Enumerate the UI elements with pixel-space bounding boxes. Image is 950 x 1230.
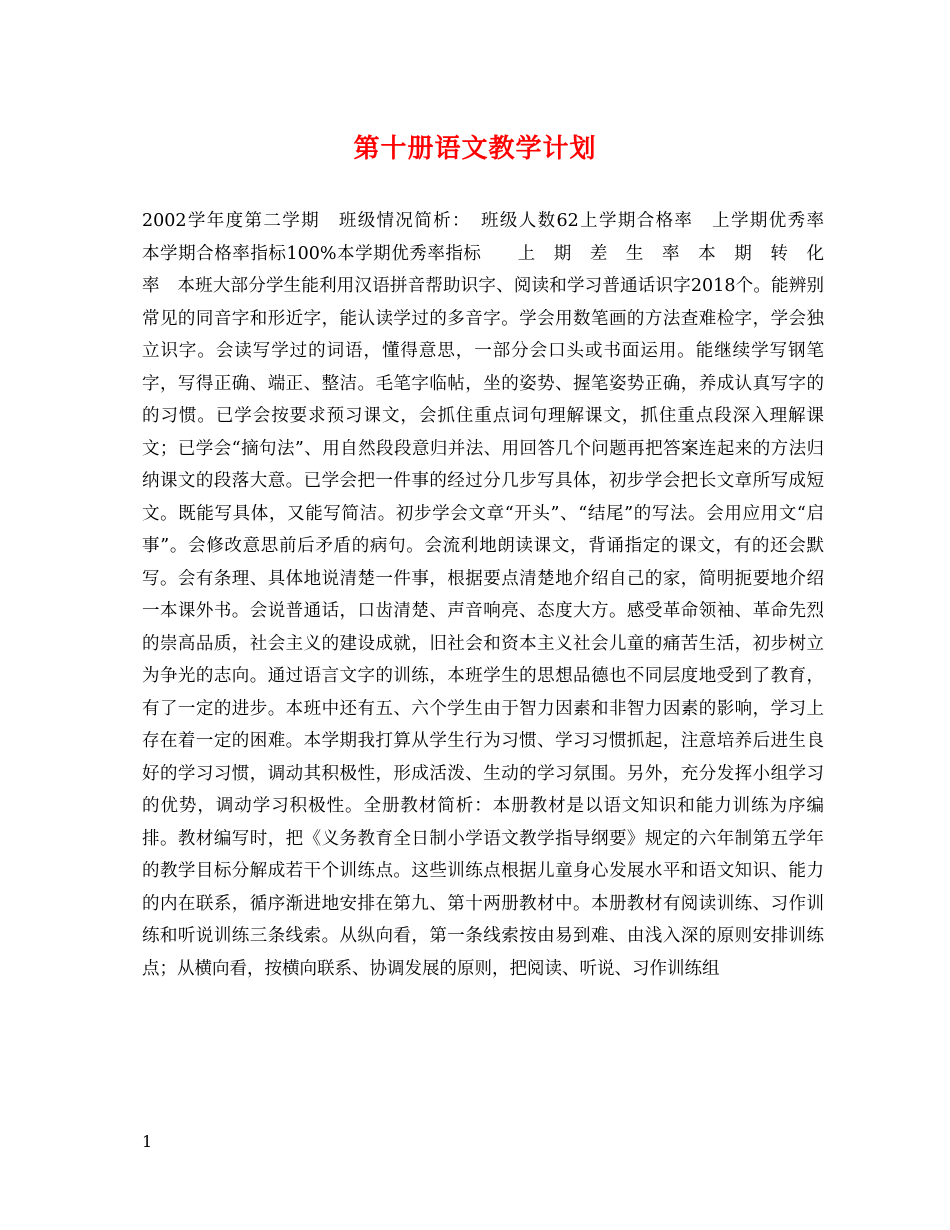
document-title: 第十册语文教学计划 [353,134,597,164]
document-body: 2002学年度第二学期 班级情况简析： 班级人数62上学期合格率 上学期优秀率 本学期合格率指标100%本学期优秀率指标 上 期 差 生 率 本 期 转 化 率 本班大部分学生能利用汉语拼音帮助识字、阅读和学习普通话识字2018个。能辨别常见的同音字和形近字，能认读学过的多音字。学会用数笔画的方法查难检字，学会独立识字。会读写学过的词语，懂得意思，一部分会口头或书面运用。能继续学写钢笔字，写得正确、端正、整洁。毛笔字临帖，坐的姿势、握笔姿势正确，养成认真写字的的习惯。已学会按要求预习课文，会抓住重点词句理解课文，抓住重点段深入理解课文；已学会“摘句法”、用自然段段意归并法、用回答几个问题再把答案连起来的方法归纳课文的段落大意。已学会把一件事的经过分几步写具体，初步学会把长文章所写成短文。既能写具体，又能写简洁。初步学会文章“开头”、“结尾”的写法。会用应用文“启事”。会修改意思前后矛盾的病句。会流利地朗读课文，背诵指定的课文，有的还会默写。会有条理、具体地说清楚一件事，根据要点清楚地介绍自己的家，简明扼要地介绍一本课外书。会说普通话，口齿清楚、声音响亮、态度大方。感受革命领袖、革命先烈的崇高品质，社会主义的建设成就，旧社会和资本主义社会儿童的痛苦生活，初步树立为争光的志向。通过语言文字的训练，本班学生的思想品德也不同层度地受到了教育，有了一定的进步。本班中还有五、六个学生由于智力因素和非智力因素的影响，学习上存在着一定的困难。本学期我打算从学生行为习惯、学习习惯抓起，注意培养后进生良好的学习习惯，调动其积极性，形成活泼、生动的学习氛围。另外，充分发挥小组学习的优势，调动学习积极性。全册教材简析：本册教材是以语文知识和能力训练为序编排。教材编写时，把《义务教育全日制小学语文教学指导纲要》规定的六年制第五学年的教学目标分解成若干个训练点。这些训练点根据儿童身心发展水平和语文知识、能力的内在联系，循序渐进地安排在第九、第十两册教材中。本册教材有阅读训练、习作训练和听说训练三条线索。从纵向看，第一条线索按由易到难、由浅入深的原则安排训练点；从横向看，按横向联系、协调发展的原则，把阅读、听说、习作训练组 [142,211,859,979]
page-number: 1 [142,1132,153,1151]
